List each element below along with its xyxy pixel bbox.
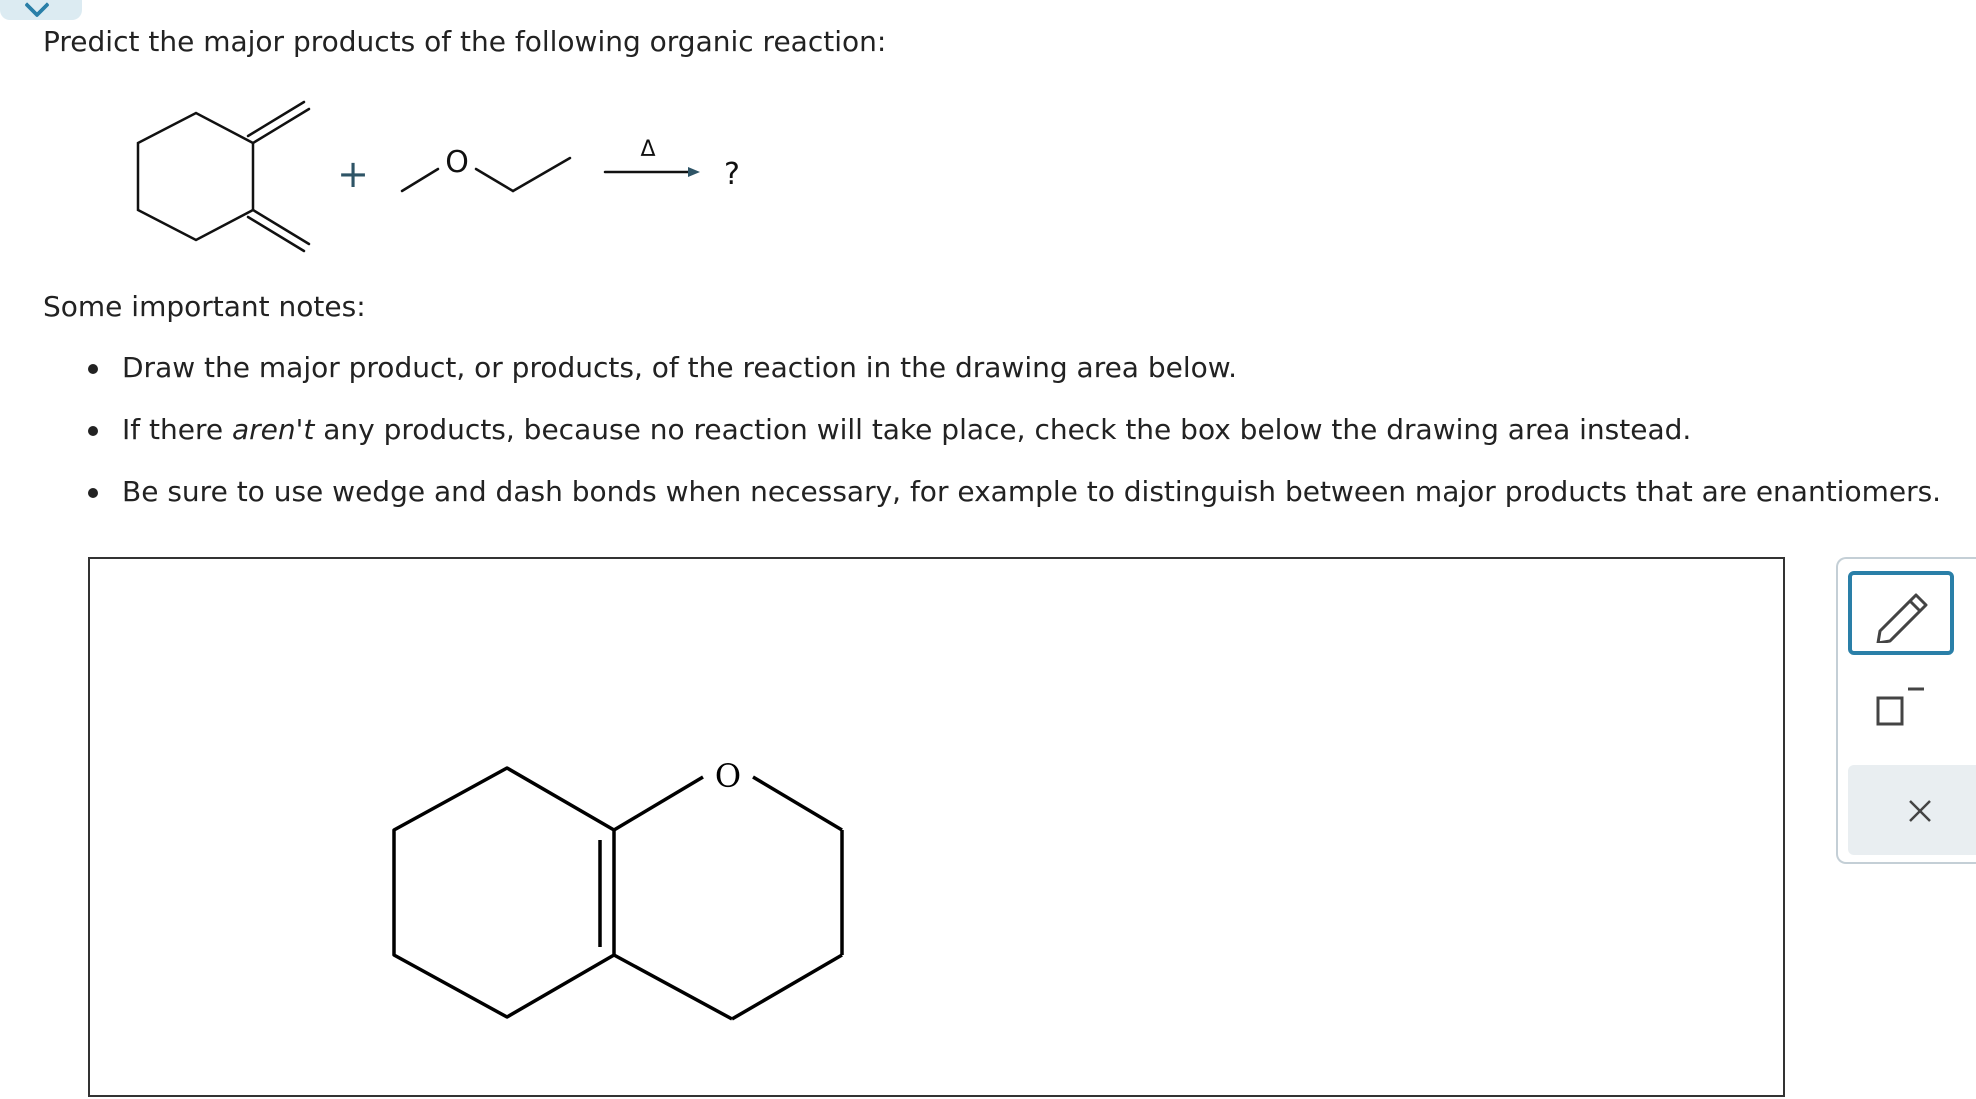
drawn-product[interactable] [90,559,1787,1099]
close-icon [1908,799,1932,823]
notes-title: Some important notes: [43,290,366,323]
note-item: Be sure to use wedge and dash bonds when necessary, for example to distinguish between major products that are enantiomers. [80,472,1941,534]
plus-sign: + [337,152,369,196]
delete-button[interactable] [1848,765,1976,855]
note-item: If there aren't any products, because no reaction will take place, check the box below the drawing area instead. [80,410,1941,472]
reaction-scheme [120,96,760,256]
notes-list [80,348,1941,534]
ether-oxygen-label: O [445,145,469,180]
collapse-tab[interactable] [0,0,82,20]
drawing-area[interactable] [88,557,1785,1097]
charge-box-icon[interactable] [1876,684,1924,732]
drawn-oxygen-label: O [714,757,742,795]
heat-symbol: Δ [640,137,656,162]
product-placeholder: ? [724,157,740,192]
diene-ring [138,113,253,240]
drawing-toolbar [1836,557,1976,864]
question-prompt: Predict the major products of the following organic reaction: [43,25,887,58]
pencil-tool-button[interactable] [1848,571,1954,655]
chevron-down-icon [24,0,49,18]
note-item: Draw the major product, or products, of the reaction in the drawing area below. [80,348,1941,410]
pencil-icon [1872,587,1932,643]
